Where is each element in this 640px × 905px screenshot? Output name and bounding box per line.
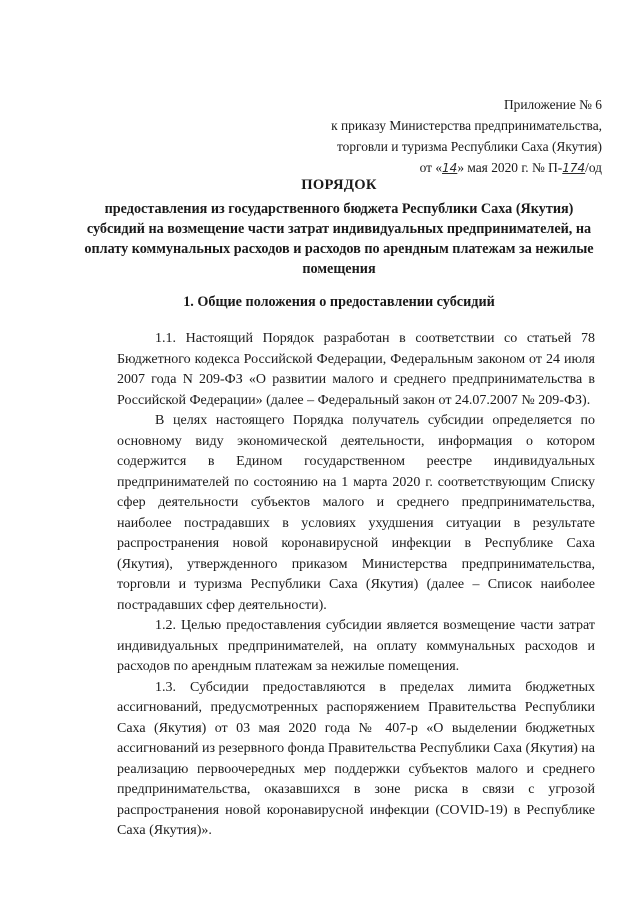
paragraph-1-3: 1.3. Субсидии предоставляются в пределах лимита бюджетных ассигнований, предусмотренных распоряжением Правительства Республики Саха (Якутия) от 03 мая 2020 года № 407-р «О выделении бюджетных ассигнований из резервного фонда Правительства Республики Саха (Якутия) на реализацию первоочередных мер поддержки субъектов малого и среднего предпринимательства, оказавшихся в зоне риска в связи с угрозой распространения новой коронавирусной инфекции (COVID-19) в Республике Саха (Якутия)».	[117, 679, 595, 838]
date-middle: » мая 2020 г. № П-	[457, 160, 563, 175]
appendix-ministry-line: торговли и туризма Республики Саха (Якутия)	[336, 139, 602, 154]
date-prefix: от «	[419, 160, 443, 175]
date-suffix: /од	[585, 160, 602, 175]
title-main: ПОРЯДОК	[301, 177, 377, 193]
handwritten-day: 14	[442, 161, 458, 175]
section-heading: 1. Общие положения о предоставлении субсидий	[183, 294, 495, 310]
paragraph-1-1: 1.1. Настоящий Порядок разработан в соответствии со статьей 78 Бюджетного кодекса Российской Федерации, Федеральным законом от 24 июля 2007 года N 209-ФЗ «О развитии малого и среднего предпринимательства в Российской Федерации» (далее – Федеральный закон от 24.07.2007 № 209-ФЗ).	[117, 331, 595, 408]
appendix-header	[312, 94, 602, 179]
paragraph-1-2: 1.2. Целью предоставления субсидии является возмещение части затрат индивидуальных предпринимателей, на оплату коммунальных расходов и расходов по арендным платежам за нежилые помещения.	[117, 618, 595, 674]
appendix-number: Приложение № 6	[503, 97, 602, 112]
appendix-order-line: к приказу Министерства предпринимательства,	[331, 118, 602, 133]
paragraph-purpose-definition: В целях настоящего Порядка получатель субсидии определяется по основному виду экономической деятельности, информация о котором содержится в Едином государственном реестре индивидуальных предпринимателей по состоянию на 1 марта 2020 г. соответствующим Списку сфер деятельности субъектов малого и среднего предпринимательства, наиболее пострадавших в условиях ухудшения ситуации в результате распространения новой коронавирусной инфекции в Республике Саха (Якутия), утвержденного приказом Министерства предпринимательства, торговли и туризма Республики Саха (Якутия) (далее – Список наиболее пострадавших сфер деятельности).	[117, 413, 595, 613]
title-subtitle: предоставления из государственного бюджета Республики Саха (Якутия) субсидий на возмещение части затрат индивидуальных предпринимателей, на оплату коммунальных расходов и расходов по арендным платежам за нежилые помещения	[84, 201, 594, 277]
document-title	[84, 175, 594, 279]
handwritten-order-number: 174	[562, 161, 586, 175]
document-body	[117, 329, 595, 842]
